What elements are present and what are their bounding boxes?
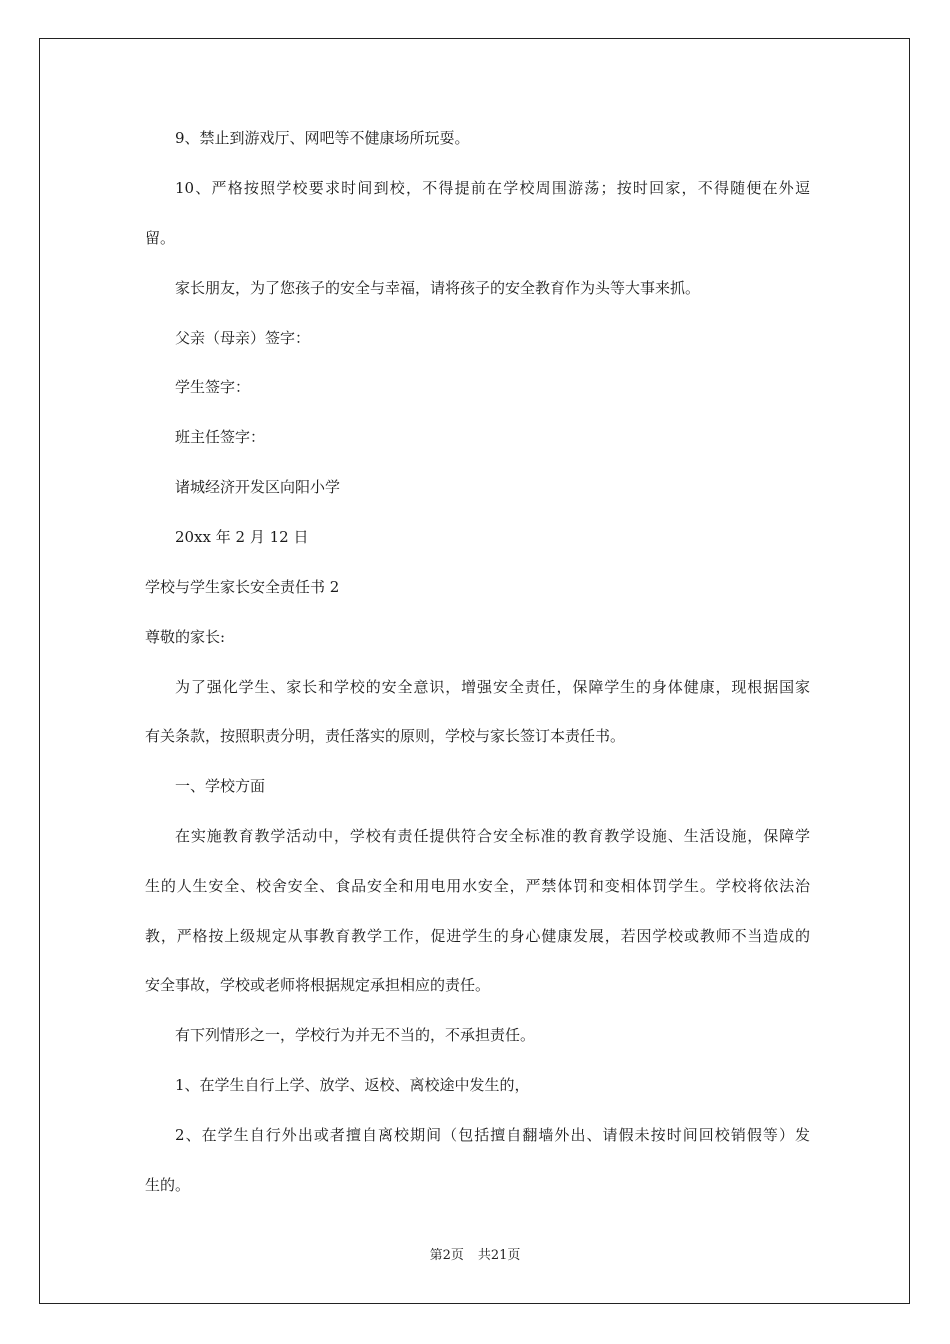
exemption-item-2: 2、在学生自行外出或者擅自离校期间（包括擅自翻墙外出、请假未按时间回校销假等）发 — [175, 1126, 810, 1144]
exemption-intro: 有下列情形之一，学校行为并无不当的，不承担责任。 — [175, 1026, 536, 1044]
page-footer — [0, 1247, 950, 1265]
intro-paragraph-line-1: 为了强化学生、家长和学校的安全意识，增强安全责任，保障学生的身体健康，现根据国家 — [175, 678, 810, 696]
parent-signature-label: 父亲（母亲）签字： — [175, 329, 311, 347]
section-title: 学校与学生家长安全责任书 2 — [145, 578, 340, 596]
exemption-item-1: 1、在学生自行上学、放学、返校、离校途中发生的， — [175, 1076, 530, 1094]
school-paragraph-line-4: 安全事故，学校或老师将根据规定承担相应的责任。 — [145, 976, 491, 994]
list-item-10: 10、严格按照学校要求时间到校，不得提前在学校周围游荡；按时回家，不得随便在外逗 — [175, 179, 810, 197]
student-signature-label: 学生签字： — [175, 378, 251, 396]
teacher-signature-label: 班主任签字： — [175, 428, 266, 446]
list-item-10-continued: 留。 — [145, 229, 176, 247]
school-section-heading: 一、学校方面 — [175, 777, 266, 795]
parent-notice: 家长朋友，为了您孩子的安全与幸福，请将孩子的安全教育作为头等大事来抓。 — [175, 279, 701, 297]
page-total: 共21页 — [477, 1248, 521, 1263]
school-paragraph-line-1: 在实施教育教学活动中，学校有责任提供符合安全标准的教育教学设施、生活设施，保障学 — [175, 827, 810, 845]
exemption-item-2-continued: 生的。 — [145, 1176, 191, 1194]
list-item-9: 9、禁止到游戏厅、网吧等不健康场所玩耍。 — [175, 129, 470, 147]
school-paragraph-line-3: 教，严格按上级规定从事教育教学工作，促进学生的身心健康发展，若因学校或教师不当造成的 — [145, 927, 810, 945]
page-number: 第2页 — [429, 1248, 464, 1263]
school-name: 诸城经济开发区向阳小学 — [175, 478, 341, 496]
salutation: 尊敬的家长: — [145, 628, 226, 646]
document-date: 20xx 年 2 月 12 日 — [175, 528, 309, 546]
school-paragraph-line-2: 生的人生安全、校舍安全、食品安全和用电用水安全，严禁体罚和变相体罚学生。学校将依法治 — [145, 877, 810, 895]
intro-paragraph-line-2: 有关条款，按照职责分明，责任落实的原则，学校与家长签订本责任书。 — [145, 727, 626, 745]
